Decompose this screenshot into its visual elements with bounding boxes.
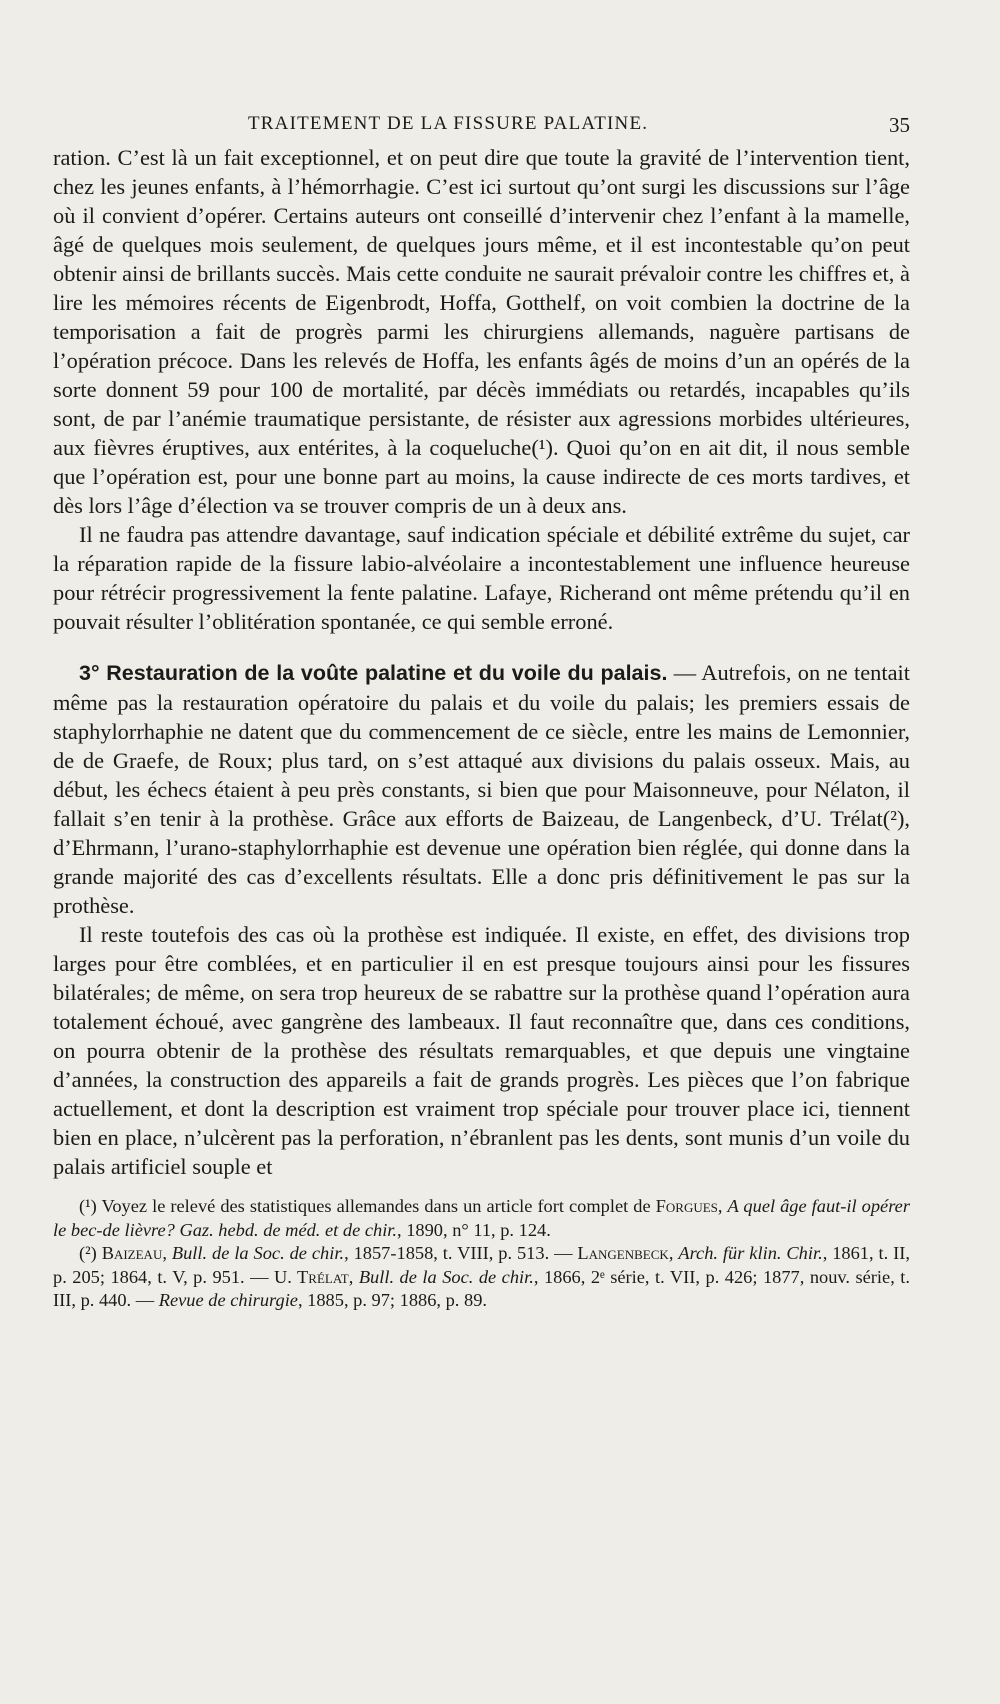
footnote-text: , 1890, n° 11, p. 124. [397, 1219, 551, 1240]
footnote-author: U. Trélat [274, 1266, 349, 1287]
footnote-text: , [717, 1196, 728, 1216]
footnote-author: Forgues [655, 1196, 718, 1216]
footnote-text: , [348, 1266, 359, 1287]
footnote-text: , 1857-1858, t. VIII, p. 513. — [344, 1243, 578, 1263]
running-header [53, 113, 910, 143]
body-text [53, 143, 910, 1181]
footnote-text: , [668, 1243, 679, 1263]
section-paragraph [53, 658, 910, 920]
footnote-title: Revue de chirurgie [158, 1290, 298, 1310]
section-text: — Autrefois, on ne tentait même pas la restauration opératoire du palais et du voile du palais; les premiers essais de staphylorrhaphie ne datent que du commencement de ce siècle, entre les mains de Lemonnier, de de Graefe, de Roux; plus tard, on s’est attaqué aux divisions du palais osseux. Mais, au début, les échecs étaient à peu près constants, si bien que pour Maisonneuve, pour Nélaton, il fallait s’en tenir à la prothèse. Grâce aux efforts de Baizeau, de Langenbeck, d’U. Trélat(²), d’Ehrmann, l’urano-staphylorrhaphie est devenue une opération bien réglée, qui donne dans la grande majorité des cas d’excellents résultats. Elle a donc pris définitivement le pas sur la prothèse. [53, 660, 910, 918]
footnote-2 [53, 1242, 910, 1313]
footnote-title: Arch. für klin. Chir. [678, 1243, 823, 1263]
footnote-marker: (²) [79, 1243, 97, 1263]
page-number: 35 [889, 113, 910, 137]
footnote-text: , 1861, t. II, p. 205; 1864, t. V, p. 951. — [53, 1243, 910, 1287]
footnote-text: , 1885, p. 97; 1886, p. 89. [297, 1290, 487, 1310]
footnote-author: Baizeau [101, 1243, 163, 1263]
footnote-text: , [162, 1243, 172, 1263]
paragraph: ration. C’est là un fait exceptionnel, et on peut dire que toute la gravité de l’intervention tient, chez les jeunes enfants, à l’hémorrhagie. C’est ici surtout qu’ont surgi les discussions sur l’âge où il convient d’opérer. Certains auteurs ont conseillé d’intervenir chez l’enfant à la mamelle, âgé de quelques mois seulement, de quelques jours même, et il est incontestable qu’on peut obtenir ainsi de brillants succès. Mais cette conduite ne saurait prévaloir contre les chiffres et, à lire les mémoires récents de Eigenbrodt, Hoffa, Gotthelf, on voit combien la doctrine de la temporisation a fait de progrès parmi les chirurgiens allemands, naguère partisans de l’opération précoce. Dans les relevés de Hoffa, les enfants âgés de moins d’un an opérés de la sorte donnent 59 pour 100 de mortalité, par décès immédiats ou retardés, incapables qu’ils sont, de par l’anémie traumatique persistante, de résister aux agressions morbides ultérieures, aux fièvres éruptives, aux entérites, à la coqueluche(¹). Quoi qu’on en ait dit, il nous semble que l’opération est, pour une bonne part au moins, la cause indirecte de ces morts tardives, et dès lors l’âge d’élection va se trouver compris de un à deux ans. [53, 145, 910, 518]
footnote-1 [53, 1195, 910, 1242]
paragraph: Il reste toutefois des cas où la prothèse est indiquée. Il existe, en effet, des divisions trop larges pour être comblées, et en particulier il en est presque toujours ainsi pour les fissures bilatérales; de même, on sera trop heureux de se rabattre sur la prothèse quand l’opération aura totalement échoué, avec gangrène des lambeaux. Il faut reconnaître que, dans ces conditions, on pourra obtenir de la prothèse des résultats remarquables, et que depuis une vingtaine d’années, la construction des appareils a fait de grands progrès. Les pièces que l’on fabrique actuellement, et dont la description est vraiment trop spéciale pour trouver place ici, tiennent bien en place, n’ulcèrent pas la perforation, n’ébranlent pas les dents, sont munis d’un voile du palais artificiel souple et [53, 922, 910, 1179]
footnotes [53, 1195, 910, 1313]
footnote-marker: (¹) [79, 1196, 97, 1216]
paragraph: Il ne faudra pas attendre davantage, sauf indication spéciale et débilité extrême du sujet, car la réparation rapide de la fissure labio-alvéolaire a incontestablement une influence heureuse pour rétrécir progressivement la fente palatine. Lafaye, Richerand ont même prétendu qu’il en pouvait résulter l’oblitération spontanée, ce qui semble erroné. [53, 522, 910, 634]
footnote-title: A quel âge faut-il opérer le bec-de lièvre? Gaz. hebd. de méd. et de chir. [53, 1196, 911, 1240]
footnote-title: Bull. de la Soc. de chir. [171, 1243, 345, 1263]
footnote-title: Bull. de la Soc. de chir. [358, 1266, 534, 1287]
footnote-text: , 1866, 2ᵉ série, t. VII, p. 426; 1877, nouv. série, t. III, p. 440. — [53, 1266, 911, 1310]
section-heading: 3° Restauration de la voûte palatine et du voile du palais. [79, 661, 668, 685]
footnote-author: Langenbeck [577, 1243, 669, 1263]
running-title: TRAITEMENT DE LA FISSURE PALATINE. [248, 113, 649, 134]
footnote-text: Voyez le relevé des statistiques allemandes dans un article fort complet de [96, 1196, 656, 1216]
